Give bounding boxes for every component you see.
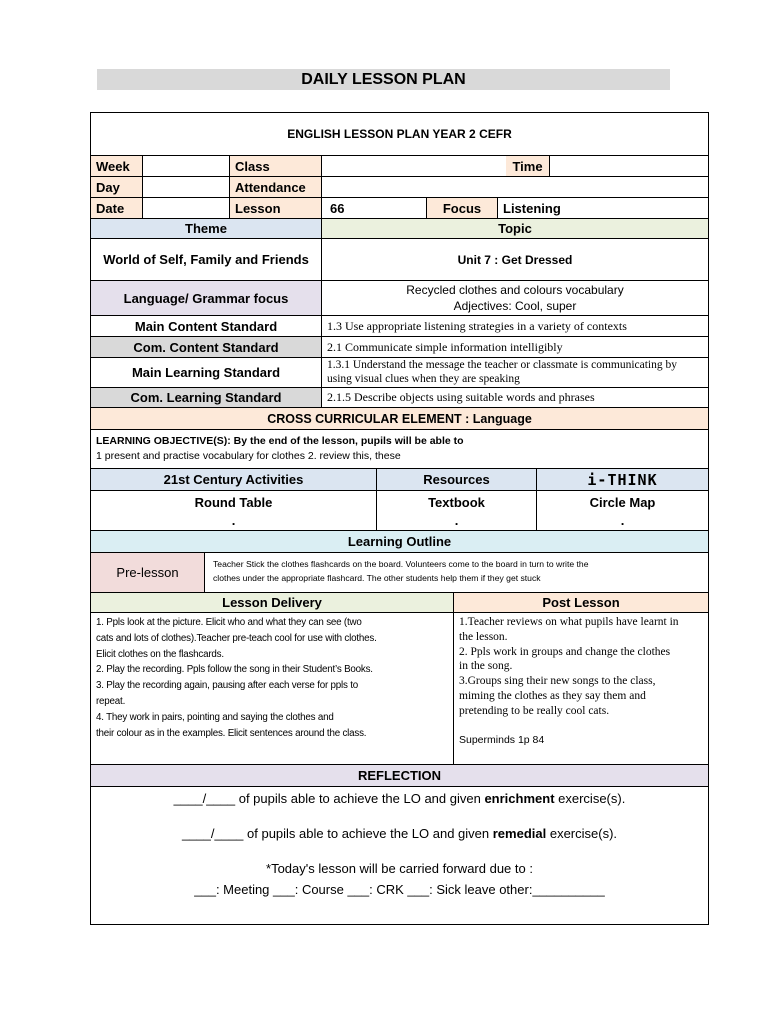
ithink-value: Circle Map xyxy=(589,495,656,510)
post-line: 1.Teacher reviews on what pupils have learnt in xyxy=(459,616,679,628)
remedial-word: remedial xyxy=(492,826,547,841)
learning-objectives-line: 1 present and practise vocabulary for clothes 2. review this, these xyxy=(96,450,401,462)
com-learning-label: Com. Learning Standard xyxy=(91,387,321,407)
reflection-enrichment-line xyxy=(91,790,708,808)
post-line: the lesson. xyxy=(459,630,508,643)
topic-value: Unit 7 : Get Dressed xyxy=(321,238,708,280)
language-focus-value xyxy=(321,280,708,315)
lesson-value[interactable]: 66 xyxy=(321,197,426,218)
delivery-line: 3. Play the recording again, pausing after each verse for ppls to xyxy=(96,680,359,692)
post-lesson-content xyxy=(453,612,708,764)
c21-activities-cell xyxy=(91,490,376,530)
resources-value: Textbook xyxy=(428,495,485,510)
main-learning-label: Main Learning Standard xyxy=(91,357,321,387)
delivery-line: 2. Play the recording. Ppls follow the song in their Student’s Books. xyxy=(96,664,373,676)
focus-value[interactable]: Listening xyxy=(497,197,708,218)
focus-label: Focus xyxy=(426,197,497,218)
language-line-1: Recycled clothes and colours vocabulary xyxy=(406,283,624,297)
language-line-2: Adjectives: Cool, super xyxy=(453,299,577,313)
learning-outline-header: Learning Outline xyxy=(91,530,708,552)
language-focus-label: Language/ Grammar focus xyxy=(91,280,321,315)
ithink-cell xyxy=(536,490,708,530)
enrichment-post: exercise(s). xyxy=(554,791,626,806)
reflection-content xyxy=(91,786,708,924)
date-label: Date xyxy=(91,197,142,218)
com-content-value: 2.1 Communicate simple information intelligibly xyxy=(321,336,708,357)
lesson-label: Lesson xyxy=(229,197,321,218)
remedial-post: exercise(s). xyxy=(546,826,618,841)
delivery-line: their colour as in the examples. Elicit sentences around the class. xyxy=(96,727,367,739)
c21-activities-value: Round Table xyxy=(194,495,273,510)
post-lesson-reference: Superminds 1p 84 xyxy=(459,733,545,746)
ithink-label: i-THINK xyxy=(587,470,658,489)
class-label: Class xyxy=(229,155,321,176)
com-content-label: Com. Content Standard xyxy=(91,336,321,357)
resources-label: Resources xyxy=(376,468,536,490)
learning-objectives xyxy=(91,429,708,468)
week-value[interactable] xyxy=(142,155,229,176)
day-label: Day xyxy=(91,176,142,197)
pre-lesson-label: Pre-lesson xyxy=(91,552,204,592)
main-learning-value: 1.3.1 Understand the message the teacher or classmate is communicating by using visual clues when they are speaking xyxy=(321,357,708,387)
pre-lesson-line-2: clothes under the appropriate flashcard. The other students help them if they get stuck xyxy=(213,573,541,583)
cross-curricular-element: CROSS CURRICULAR ELEMENT : Language xyxy=(91,407,708,429)
class-value[interactable] xyxy=(321,155,506,176)
page-title: DAILY LESSON PLAN xyxy=(97,69,670,90)
ithink-logo xyxy=(536,468,708,490)
lesson-delivery-content xyxy=(91,612,453,764)
reflection-header: REFLECTION xyxy=(91,764,708,786)
date-value[interactable] xyxy=(142,197,229,218)
post-line: 2. Ppls work in groups and change the clothes xyxy=(459,645,671,658)
resources-cell xyxy=(376,490,536,530)
learning-objectives-label: LEARNING OBJECTIVE(S): By the end of the lesson, pupils will be able to xyxy=(96,435,464,447)
delivery-line: repeat. xyxy=(96,695,126,707)
day-value[interactable] xyxy=(142,176,229,197)
reflection-remedial-line xyxy=(91,825,708,843)
time-value[interactable] xyxy=(549,155,708,176)
delivery-line: cats and lots of clothes).Teacher pre-teach cool for use with clothes. xyxy=(96,632,377,644)
delivery-line: 1. Ppls look at the picture. Elicit who and what they can see (two xyxy=(96,617,362,628)
com-learning-value: 2.1.5 Describe objects using suitable words and phrases xyxy=(321,387,708,407)
topic-label: Topic xyxy=(321,218,708,238)
theme-label: Theme xyxy=(91,218,321,238)
delivery-line: 4. They work in pairs, pointing and saying the clothes and xyxy=(96,711,334,723)
time-label: Time xyxy=(506,155,549,176)
post-line: miming the clothes as they say them and xyxy=(459,689,646,702)
remedial-pre: ____/____ of pupils able to achieve the LO and given xyxy=(181,826,493,841)
plan-header: ENGLISH LESSON PLAN YEAR 2 CEFR xyxy=(287,127,512,141)
c21-activities-label: 21st Century Activities xyxy=(91,468,376,490)
lesson-delivery-label: Lesson Delivery xyxy=(91,592,453,612)
main-content-label: Main Content Standard xyxy=(91,315,321,336)
reflection-options: ___: Meeting ___: Course ___: CRK ___: Sick leave other:__________ xyxy=(194,882,605,897)
post-line: in the song. xyxy=(459,660,513,673)
c21-dot: . xyxy=(231,513,236,528)
post-line: 3.Groups sing their new songs to the class, xyxy=(459,675,656,688)
attendance-label: Attendance xyxy=(229,176,321,197)
enrichment-word: enrichment xyxy=(484,791,555,806)
reflection-carry-forward: *Today's lesson will be carried forward due to : xyxy=(266,861,533,876)
pre-lesson-line-1: Teacher Stick the clothes flashcards on the board. Volunteers come to the board in turn to write the xyxy=(213,559,589,569)
delivery-line: Elicit clothes on the flashcards. xyxy=(96,648,224,660)
post-line: pretending to be really cool cats. xyxy=(459,704,610,717)
week-label: Week xyxy=(91,155,142,176)
pre-lesson-text xyxy=(204,552,708,592)
ithink-dot: . xyxy=(620,513,625,528)
theme-value: World of Self, Family and Friends xyxy=(91,238,321,280)
lesson-plan-table xyxy=(90,112,709,925)
enrichment-pre: ____/____ of pupils able to achieve the LO and given xyxy=(173,791,485,806)
resources-dot: . xyxy=(454,513,459,528)
post-lesson-label: Post Lesson xyxy=(453,592,708,612)
main-content-value: 1.3 Use appropriate listening strategies in a variety of contexts xyxy=(321,315,708,336)
attendance-value[interactable] xyxy=(321,176,708,197)
